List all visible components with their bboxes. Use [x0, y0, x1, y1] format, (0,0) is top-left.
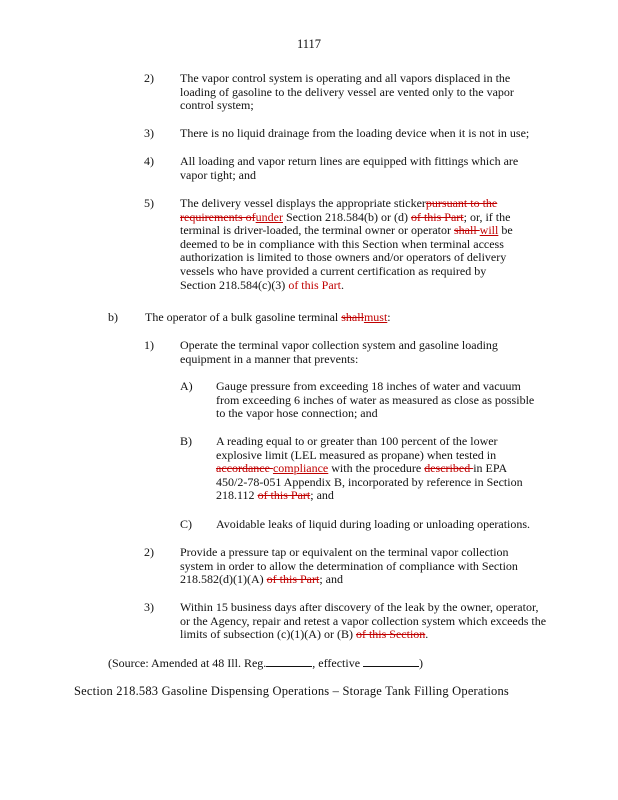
item-text: Operate the terminal vapor collection system and gasoline loading equipment in a manner that prevents:: [180, 338, 498, 366]
item-number: A): [180, 379, 193, 393]
item-number: B): [180, 434, 192, 448]
item-text-redline: Provide a pressure tap or equivalent on the terminal vapor collection system in order to allow the determination of compliance with Section 218.582(d)(1)(A) of this Part; and: [180, 545, 518, 587]
item-number: 4): [144, 154, 154, 168]
item-number: C): [180, 517, 192, 531]
item-text: Gauge pressure from exceeding 18 inches of water and vacuum from exceeding 6 inches of water as measured as close as possible to the vapor hose connection; and: [216, 379, 535, 421]
page-number: 1117: [296, 37, 322, 51]
item-number: 2): [144, 71, 154, 85]
source-note: (Source: Amended at 48 Ill. Reg. , effective ): [108, 656, 424, 670]
section-heading: Section 218.583 Gasoline Dispensing Operations – Storage Tank Filling Operations: [74, 684, 509, 698]
blank-line: [363, 656, 419, 667]
item-number: 1): [144, 338, 154, 352]
blank-line: [266, 656, 312, 667]
item-text-redline: The delivery vessel displays the appropriate stickerpursuant to the requirements ofunder Section 218.584(b) or (d) of this Part; or, if the terminal is driver-loaded, the terminal owner or operator shall will be deemed to be in compliance with this Section when terminal access authorization is limited to those owners and/or operators of delivery vessels who have provided a current certification as required by Section 218.584(c)(3) of this Part.: [180, 196, 513, 292]
item-text: Avoidable leaks of liquid during loading or unloading operations.: [216, 517, 531, 531]
item-text-redline: Within 15 business days after discovery of the leak by the owner, operator, or the Agency, repair and retest a vapor collection system which exceeds the limits of subsection (c)(1)(A) or (B) of this Section.: [180, 600, 547, 642]
item-number: 3): [144, 600, 154, 614]
item-text: All loading and vapor return lines are equipped with fittings which are vapor tight; and: [180, 154, 519, 182]
item-number: 5): [144, 196, 154, 210]
item-number: 3): [144, 126, 154, 140]
item-text-redline: A reading equal to or greater than 100 percent of the lower explosive limit (LEL measured as propane) when tested in accordance compliance with the procedure described in EPA 450/2-78-051 Appendix B, incorporated by reference in Section 218.112 of this Part; and: [216, 434, 523, 503]
subsection-label: b): [108, 310, 118, 324]
item-text: There is no liquid drainage from the loading device when it is not in use;: [180, 126, 530, 140]
item-text: The vapor control system is operating and all vapors displaced in the loading of gasoline to the delivery vessel are vented only to the vapor control system;: [180, 71, 514, 113]
subsection-text: The operator of a bulk gasoline terminal shallmust:: [145, 310, 391, 324]
item-number: 2): [144, 545, 154, 559]
